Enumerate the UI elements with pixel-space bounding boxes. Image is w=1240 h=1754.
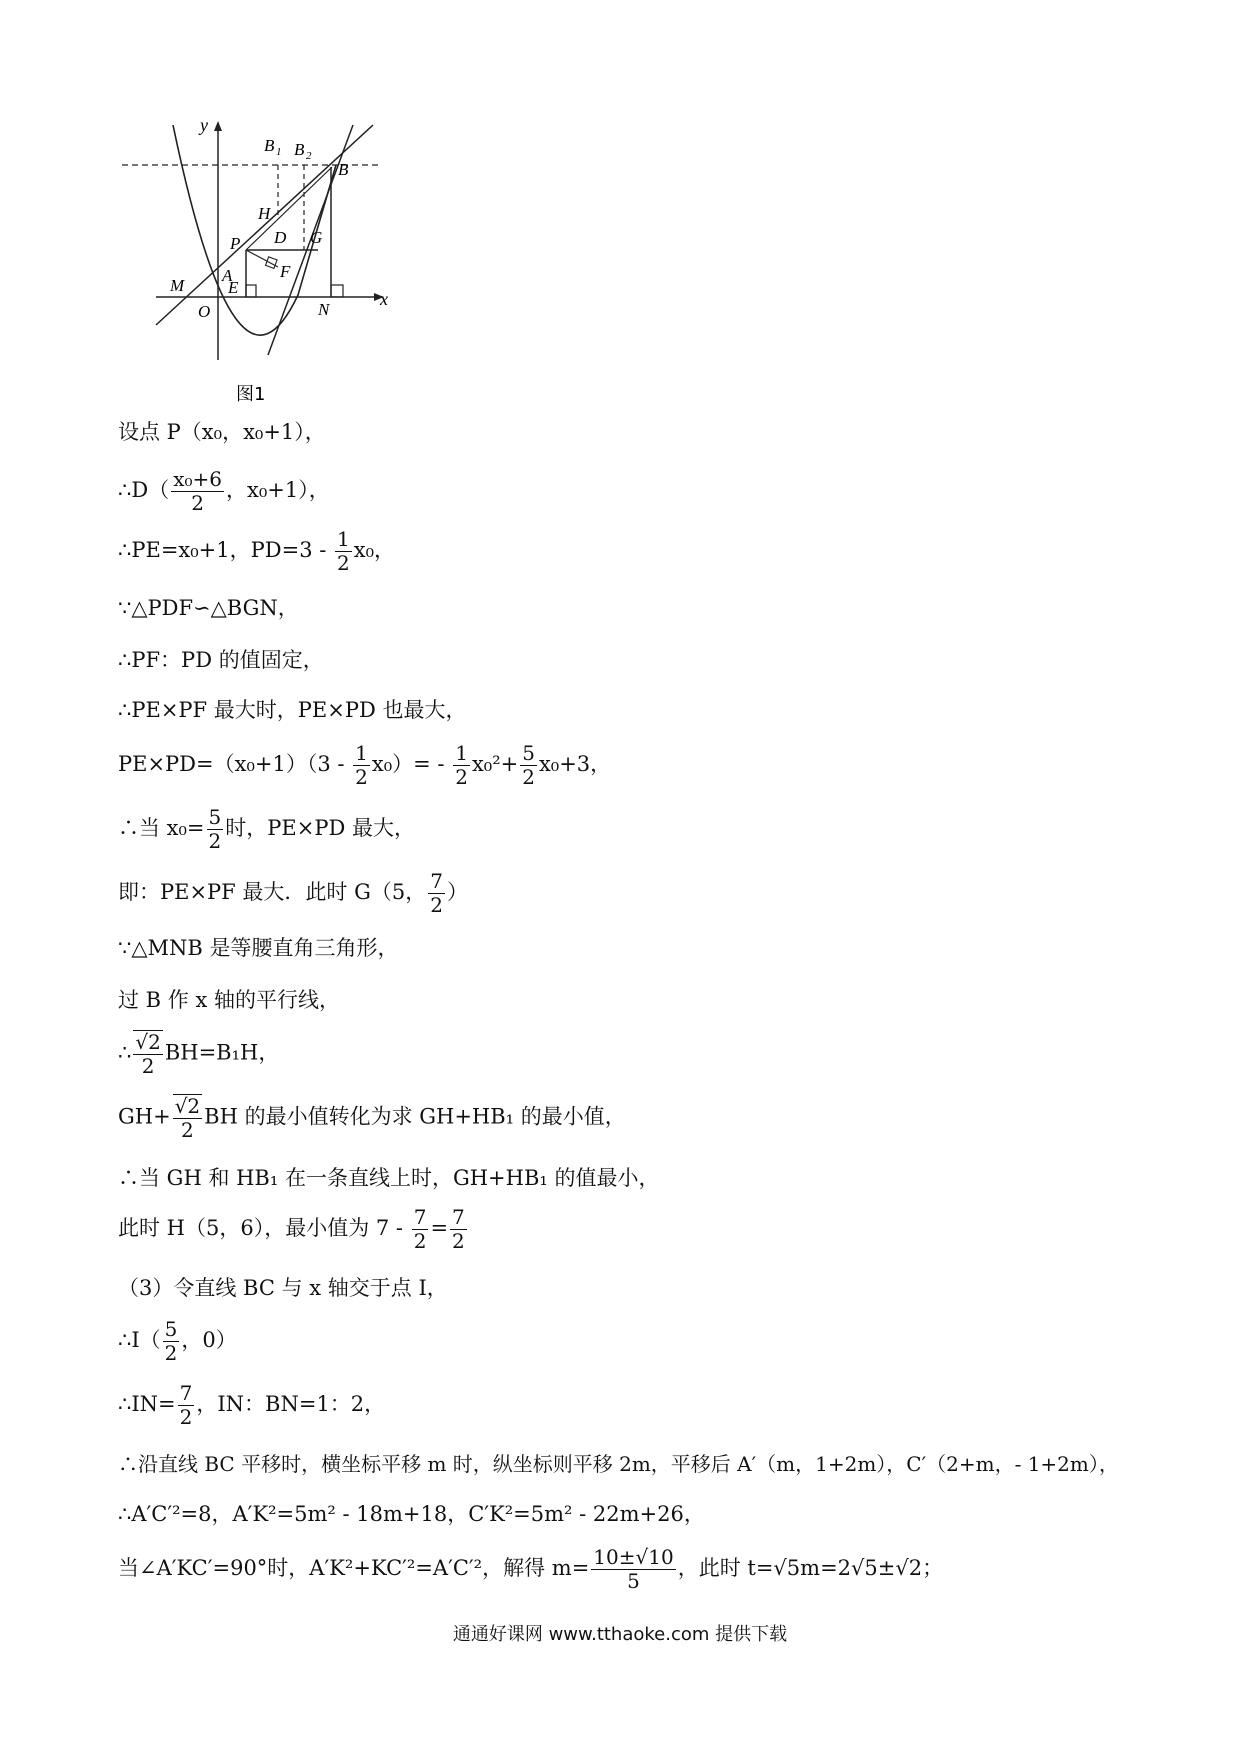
label-b: B xyxy=(338,160,349,179)
line-12: ∴ $\frac{√2}{2}$ BH=B₁H， xyxy=(118,1030,280,1078)
label-a: A xyxy=(222,266,233,285)
line-3: ∴PE=x₀+1，PD=3 - $\frac{1}{2}$ x₀， xyxy=(118,527,396,575)
label-b1-sub: 1 xyxy=(276,146,282,158)
line-1: 设点 P（x₀，x₀+1）， xyxy=(118,420,326,444)
line-8: ∴当 x₀= $\frac{5}{2}$ 时，PE×PD 最大， xyxy=(118,805,415,853)
line-10: ∵△MNB 是等腰直角三角形， xyxy=(118,936,399,960)
label-n: N xyxy=(318,300,330,319)
line-18: ∴IN= $\frac{7}{2}$ ，IN：BN=1：2， xyxy=(118,1381,386,1429)
label-b2: B xyxy=(294,140,305,159)
label-g: G xyxy=(310,228,323,247)
line-21: 当∠A′KC′=90°时，A′K²+KC′²=A′C′²，解得 m= $\frac{10\pm√10}{5}$ ，此时 t=√5m=2√5±√2； xyxy=(118,1545,944,1593)
line-14: ∴当 GH 和 HB₁ 在一条直线上时，GH+HB₁ 的值最小， xyxy=(118,1166,660,1190)
label-p: P xyxy=(230,234,241,253)
line-15: 此时 H（5，6），最小值为 7 - $\frac{7}{2}$ = $\frac{7}{2}$ xyxy=(118,1205,465,1253)
line-5: ∴PF：PD 的值固定， xyxy=(118,648,324,672)
line-17: ∴I（ $\frac{5}{2}$ ，0） xyxy=(118,1317,237,1365)
label-m: M xyxy=(170,276,185,295)
label-x: x xyxy=(380,289,388,309)
label-b1: B xyxy=(264,136,275,155)
figure-1 xyxy=(118,115,438,405)
line-11: 过 B 作 x 轴的平行线， xyxy=(118,988,340,1012)
label-e: E xyxy=(228,278,239,297)
line-19: ∴沿直线 BC 平移时，横坐标平移 m 时，纵坐标则平移 2m，平移后 A′（m，1+2m），C′（2+m，- 1+2m）， xyxy=(118,1452,1119,1476)
line-7: PE×PD=（x₀+1）（3 - $\frac{1}{2}$ x₀）= - $\frac{1}{2}$ x₀²+ $\frac{5}{2}$ x₀+3， xyxy=(118,741,612,789)
label-o: O xyxy=(198,302,211,321)
label-d: D xyxy=(274,228,287,247)
line-20: ∴A′C′²=8，A′K²=5m² - 18m+18，C′K²=5m² - 22m+26， xyxy=(118,1502,705,1526)
line-4: ∵△PDF∽△BGN， xyxy=(118,596,299,620)
line-6: ∴PE×PF 最大时，PE×PD 也最大， xyxy=(118,698,467,722)
page-footer: 通通好课网 www.tthaoke.com 提供下载 xyxy=(452,1624,788,1645)
line-2: ∴D（ $\frac{\text{x₀+6}}{2}$ ，x₀+1）， xyxy=(118,467,330,515)
label-b2-sub: 2 xyxy=(306,150,312,162)
line-9: 即：PE×PF 最大．此时 G（5， $\frac{7}{2}$ ） xyxy=(118,869,468,917)
label-f: F xyxy=(280,262,291,281)
figure-caption: 图1 xyxy=(236,384,266,405)
line-13: GH+ $\frac{√2}{2}$ BH 的最小值转化为求 GH+HB₁ 的最小值， xyxy=(118,1094,626,1142)
line-16: （3）令直线 BC 与 x 轴交于点 I， xyxy=(118,1276,448,1300)
label-h: H xyxy=(258,204,271,223)
label-y: y xyxy=(200,115,208,135)
